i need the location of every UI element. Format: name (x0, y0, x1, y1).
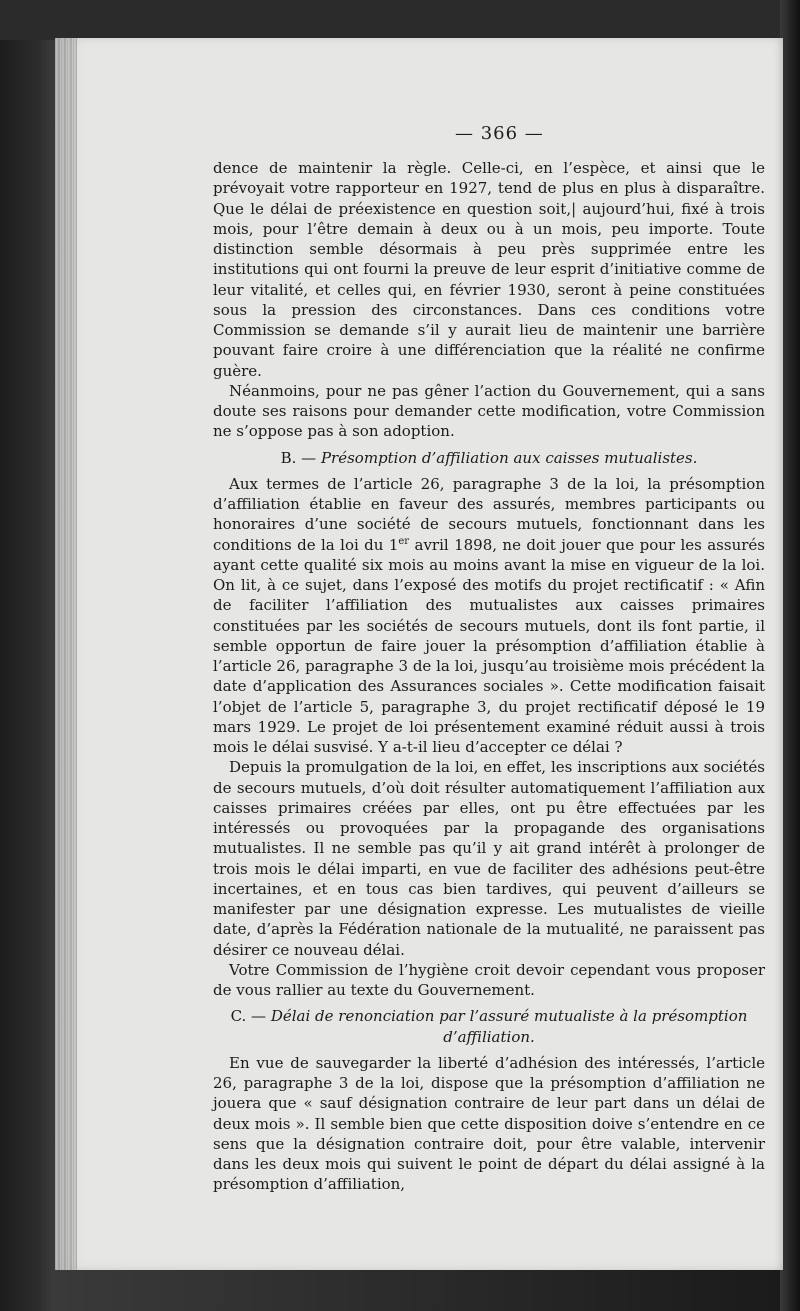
page-number: — 366 — (455, 123, 544, 144)
paragraph: Depuis la promulgation de la loi, en effet, les inscriptions aux sociétés de secours mutuels, d’où doit résulter automatiquement l’affiliation aux caisses primaires créées par elles, ont pu être effectuées par les intéressés ou provoquées par la propagande des organisations mutualistes. Il ne semble pas qu’il y ait grand intérêt à prolonger de trois mois le délai imparti, en vue de faciliter des adhésions peut-être incertaines, et en tous cas bien tardives, qui peuvent d’ailleurs se manifester par une désignation expresse. Les mutualistes de vieille date, d’après la Fédération nationale de la mutualité, ne paraissent pas désirer ce nouveau délai. (213, 758, 765, 959)
page-body-text (213, 158, 765, 1195)
section-c-title: Délai de renonciation par l’assuré mutualiste à la présomption d’affiliation. (270, 1007, 748, 1046)
scanner-background-right (780, 0, 800, 1311)
paragraph (213, 474, 765, 758)
superscript: er (398, 535, 410, 547)
section-b-letter: B. — (280, 448, 317, 467)
section-c-letter: C. — (230, 1007, 267, 1026)
book-binding-edge (55, 38, 77, 1270)
paragraph: Votre Commission de l’hygiène croit devoir cependant vous proposer de vous rallier au texte du Gouvernement. (213, 960, 765, 999)
paragraph: dence de maintenir la règle. Celle-ci, en l’espèce, et ainsi que le prévoyait votre rapporteur en 1927, tend de plus en plus à disparaître. Que le délai de préexistence en question soit,| aujourd’hui, fixé à trois mois, pour l’être demain à deux ou à un mois, peu importe. Toute distinction semble désormais à peu près supprimée entre les institutions qui ont fourni la preuve de leur esprit d’initiative comme de leur vitalité, et celles qui, en février 1930, seront à peine constituées sous la pression des circonstances. Dans ces conditions votre Commission se demande s’il y aurait lieu de maintenir une barrière pouvant faire croire à une différenciation que la réalité ne confirme guère. (213, 159, 765, 380)
paragraph-text: Aux termes de l’article 26, paragraphe 3 de la loi, la présomption d’affiliation établie en faveur des assurés, membres participants ou honoraires d’une société de secours mutuels, fonctionnant dans les conditions de la loi du 1 (213, 474, 765, 554)
paragraph: En vue de sauvegarder la liberté d’adhésion des intéressés, l’article 26, paragraphe 3 de la loi, dispose que la présomption d’affiliation ne jouera que « sauf désignation contraire de leur part dans un délai de deux mois ». Il semble bien que cette disposition doive s’entendre en ce sens que la désignation contraire doit, pour être valable, intervenir dans les deux mois qui suivent le point de départ du délai assigné à la présomption d’affiliation, (213, 1053, 765, 1194)
section-b-heading (213, 448, 765, 468)
paragraph: Néanmoins, pour ne pas gêner l’action du Gouvernement, qui a sans doute ses raisons pour demander cette modification, votre Commission ne s’oppose pas à son adoption. (213, 381, 765, 441)
section-b-title: Présomption d’affiliation aux caisses mutualistes. (320, 448, 698, 467)
section-c-heading (213, 1006, 765, 1047)
paragraph-text: avril 1898, ne doit jouer que pour les assurés ayant cette qualité six mois au moins avant la mise en vigueur de la loi. On lit, à ce sujet, dans l’exposé des motifs du projet rectificatif : « Afin de faciliter l’affiliation des mutualistes aux caisses primaires constituées par les sociétés de secours mutuels, dont ils font partie, il semble opportun de faire jouer la présomption d’affiliation établie à l’article 26, paragraphe 3 de la loi, jusqu’au troisième mois précédent la date d’application des Assurances sociales ». Cette modification faisait l’objet de l’article 5, paragraphe 3, du projet rectificatif déposé le 19 mars 1929. Le projet de loi présentement examiné réduit aussi à trois mois le délai susvisé. Y a-t-il lieu d’accepter ce délai ? (213, 535, 765, 756)
scanner-background-top (0, 0, 800, 40)
